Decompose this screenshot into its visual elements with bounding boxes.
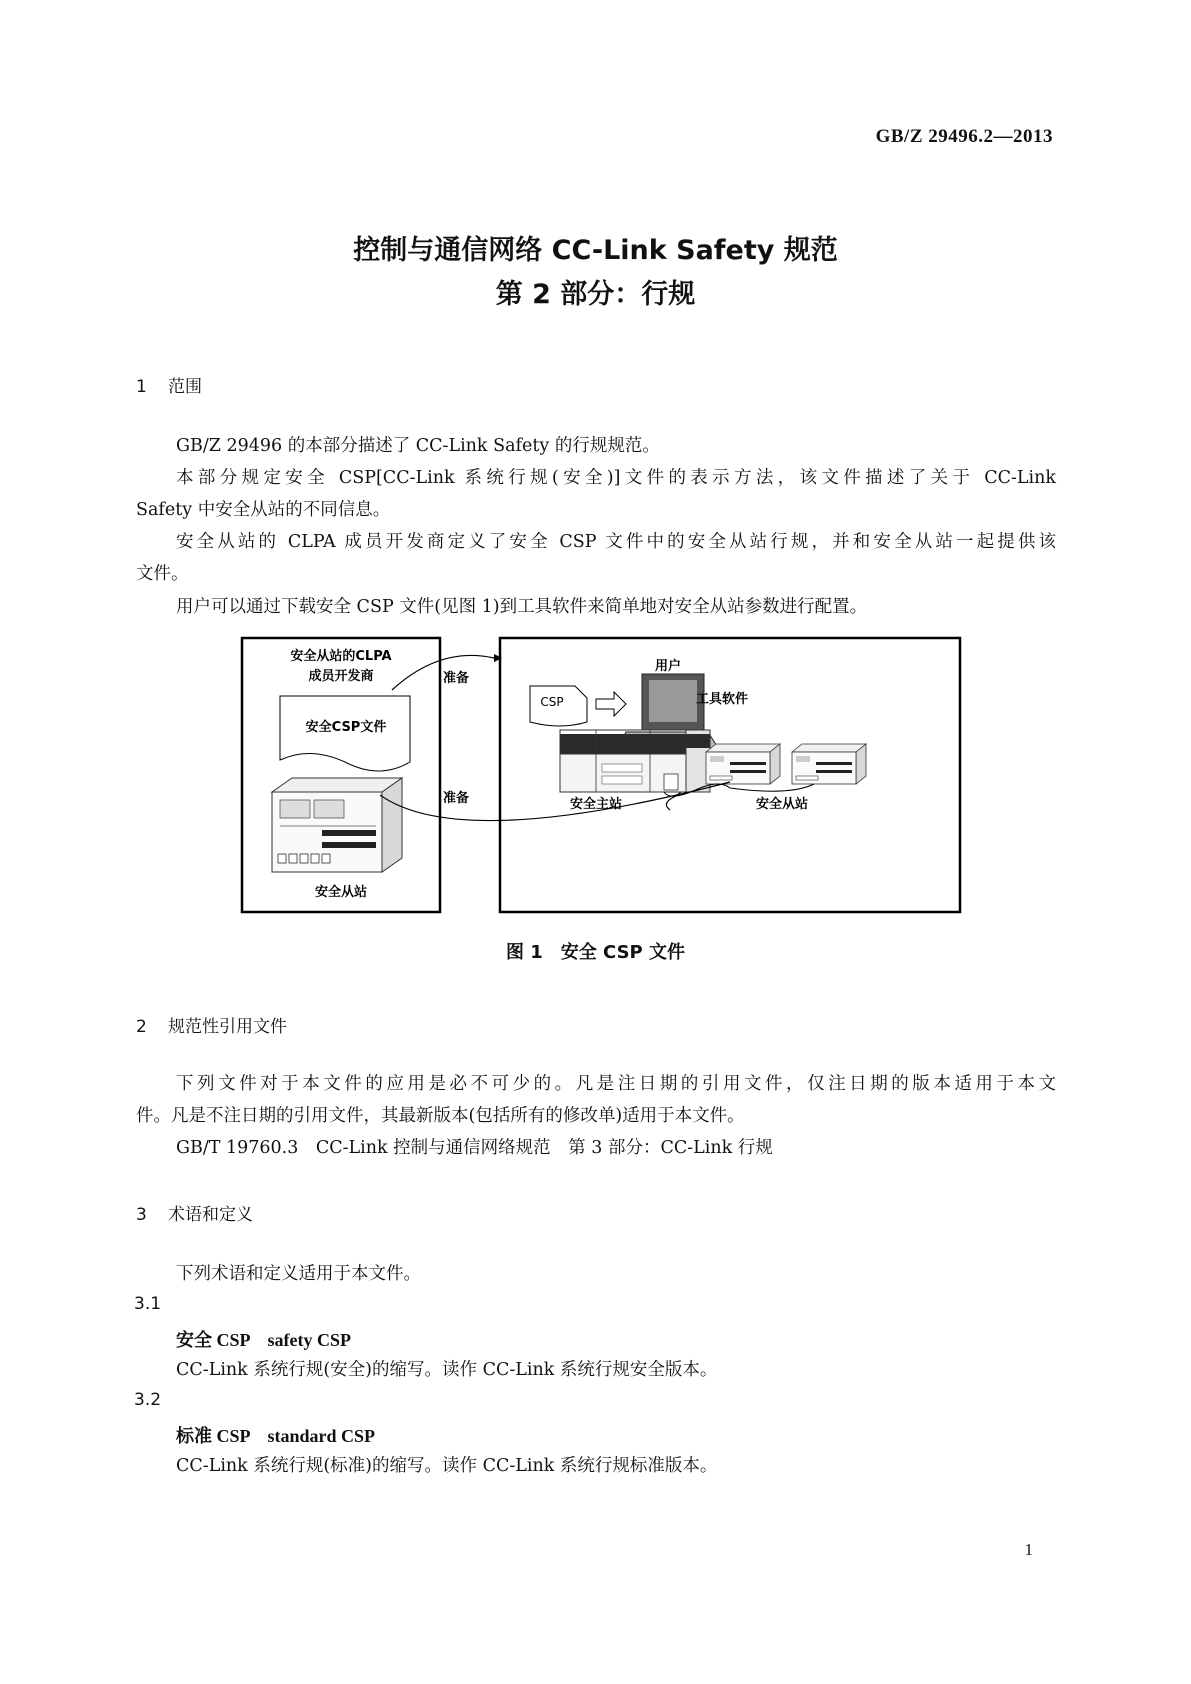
- master-station-icon: [560, 730, 710, 792]
- normative-paragraph-line-1: 下列文件对于本文件的应用是必不可少的。凡是注日期的引用文件，仅注日期的版本适用于本文: [176, 1074, 1056, 1094]
- document-subtitle: 第 2 部分：行规: [495, 279, 696, 310]
- term-3-1-number: 3.1: [134, 1294, 162, 1314]
- section-2-heading: 2 规范性引用文件: [136, 1017, 287, 1037]
- master-station-label: 安全主站: [569, 797, 623, 812]
- terms-intro: 下列术语和定义适用于本文件。: [176, 1264, 421, 1284]
- figure-safety-csp-diagram: [230, 630, 970, 920]
- document-title: 控制与通信网络 CC-Link Safety 规范: [353, 235, 838, 266]
- right-slave-device-1-icon: [706, 744, 780, 784]
- csp-small-label: CSP: [540, 695, 564, 709]
- user-label: 用户: [654, 659, 682, 674]
- term-3-1-title: 安全 CSP safety CSP: [176, 1330, 351, 1350]
- standard-number: GB/Z 29496.2—2013: [875, 126, 1053, 147]
- term-3-2-title: 标准 CSP standard CSP: [176, 1426, 376, 1446]
- normative-reference-1: GB/T 19760.3 CC-Link 控制与通信网络规范 第 3 部分：CC-Link 行规: [176, 1138, 773, 1158]
- left-box-title-2: 成员开发商: [308, 669, 374, 684]
- section-1-heading: 1 范围: [136, 377, 202, 397]
- normative-paragraph-line-2: 件。凡是不注日期的引用文件，其最新版本(包括所有的修改单)适用于本文件。: [136, 1106, 745, 1126]
- scope-paragraph-1: GB/Z 29496 的本部分描述了 CC-Link Safety 的行规规范。: [176, 436, 660, 456]
- prepare-label-bottom: 准备: [442, 791, 470, 806]
- prepare-label-top: 准备: [442, 671, 470, 686]
- term-3-2-definition: CC-Link 系统行规(标准)的缩写。读作 CC-Link 系统行规标准版本。: [176, 1456, 718, 1476]
- left-slave-device-icon: [272, 778, 402, 872]
- scope-paragraph-2-line-2: Safety 中安全从站的不同信息。: [136, 500, 391, 520]
- scope-paragraph-2-line-1: 本部分规定安全 CSP[CC-Link 系统行规(安全)]文件的表示方法，该文件描述了关于 CC-Link: [176, 468, 1056, 488]
- csp-document-label: 安全CSP文件: [305, 720, 387, 735]
- figure-caption: 图 1 安全 CSP 文件: [505, 942, 686, 963]
- scope-paragraph-3-line-1: 安全从站的 CLPA 成员开发商定义了安全 CSP 文件中的安全从站行规，并和安全从站一起提供该: [176, 532, 1056, 552]
- scope-paragraph-3-line-2: 文件。: [136, 564, 189, 584]
- scope-paragraph-4: 用户可以通过下载安全 CSP 文件(见图 1)到工具软件来简单地对安全从站参数进行配置。: [176, 597, 868, 617]
- left-box-title-1: 安全从站的CLPA: [290, 649, 392, 664]
- slave-station-label: 安全从站: [755, 797, 809, 812]
- term-3-2-number: 3.2: [134, 1390, 162, 1410]
- tool-software-label: 工具软件: [696, 692, 749, 707]
- left-device-label: 安全从站: [314, 885, 368, 900]
- section-3-heading: 3 术语和定义: [136, 1205, 253, 1225]
- right-slave-device-2-icon: [792, 744, 866, 784]
- page-number: 1: [1024, 1540, 1033, 1559]
- term-3-1-definition: CC-Link 系统行规(安全)的缩写。读作 CC-Link 系统行规安全版本。: [176, 1360, 718, 1380]
